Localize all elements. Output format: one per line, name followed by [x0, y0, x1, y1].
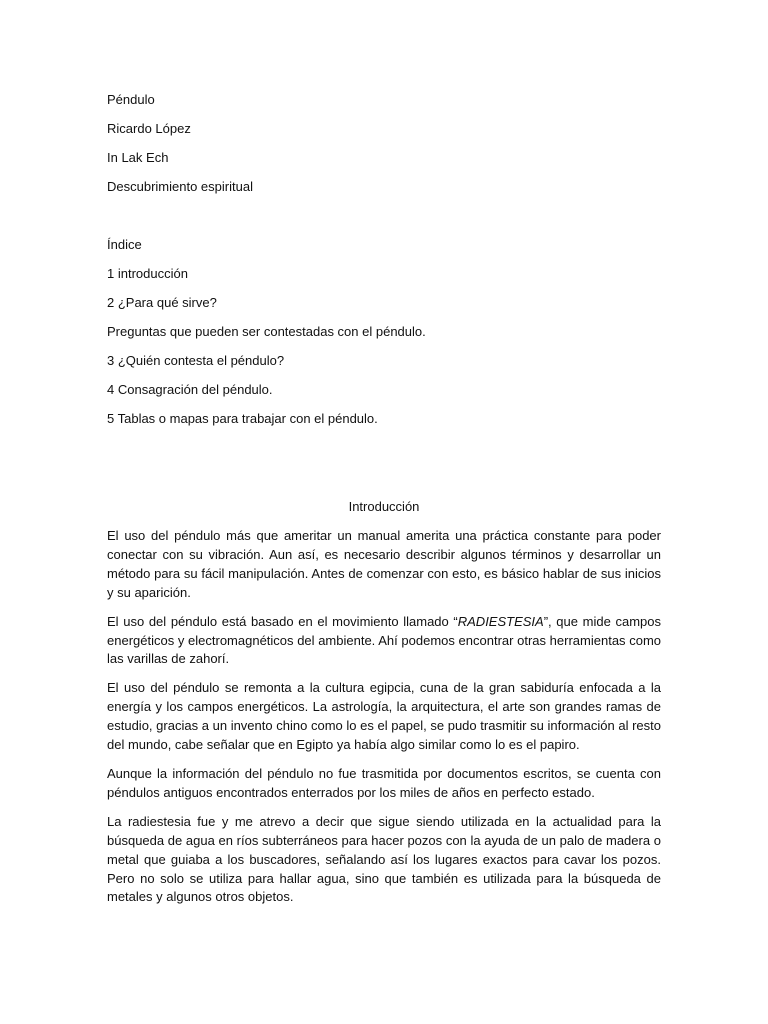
author-name: Ricardo López [107, 121, 191, 136]
document-subtitle: In Lak Ech [107, 150, 169, 165]
paragraph-text: El uso del péndulo está basado en el movimiento llamado “ [107, 613, 458, 629]
index-item: 3 ¿Quién contesta el péndulo? [107, 353, 285, 368]
paragraph: El uso del péndulo se remonta a la cultura egipcia, cuna de la gran sabiduría enfocada a la energía y los campos energéticos. La astrología, la arquitectura, el arte son grandes ramas de estudio, gracias a un invento chino como lo es el papel, se pudo trasmitir su información al resto del mundo, cabe señalar que en Egipto ya había algo similar como lo es el papiro. [107, 680, 661, 753]
paragraph: El uso del péndulo más que ameritar un manual amerita una práctica constante para poder conectar con su vibración. Aun así, es necesario describir algunos términos y desarrollar un método para su fácil manipulación. Antes de comenzar con esto, es básico hablar de sus inicios y su aparición. [107, 528, 661, 600]
paragraph-text: ”, que mide campos energéticos y electromagnéticos del ambiente. Ahí podemos encontrar otras herramientas como las varillas de zahorí. [107, 613, 661, 667]
introduction-body [107, 527, 661, 917]
index-heading: Índice [107, 237, 142, 252]
paragraph: Aunque la información del péndulo no fue trasmitida por documentos escritos, se cuenta con péndulos antiguos encontrados enterrados por los miles de años en perfecto estado. [107, 765, 661, 800]
paragraph [107, 613, 661, 670]
table-of-contents [107, 236, 667, 439]
introduction-heading: Introducción [348, 499, 420, 514]
document-topic: Descubrimiento espiritual [107, 179, 253, 194]
index-item: 1 introducción [107, 266, 188, 281]
index-item: 2 ¿Para qué sirve? [107, 295, 217, 310]
index-item: Preguntas que pueden ser contestadas con el péndulo. [107, 324, 426, 339]
document-header [107, 91, 667, 207]
index-item: 4 Consagración del péndulo. [107, 382, 273, 397]
paragraph: La radiestesia fue y me atrevo a decir que sigue siendo utilizada en la actualidad para la búsqueda de agua en ríos subterráneos para hacer pozos con la ayuda de un palo de madera o metal que guiaba a los buscadores, señalando así los lugares exactos para cavar los pozos. Pero no solo se utiliza para hallar agua, sino que también es utilizada para la búsqueda de metales y algunos otros objetos. [107, 813, 661, 905]
index-item: 5 Tablas o mapas para trabajar con el péndulo. [107, 411, 378, 426]
radiestesia-term: RADIESTESIA [457, 613, 544, 629]
document-title: Péndulo [107, 92, 155, 107]
